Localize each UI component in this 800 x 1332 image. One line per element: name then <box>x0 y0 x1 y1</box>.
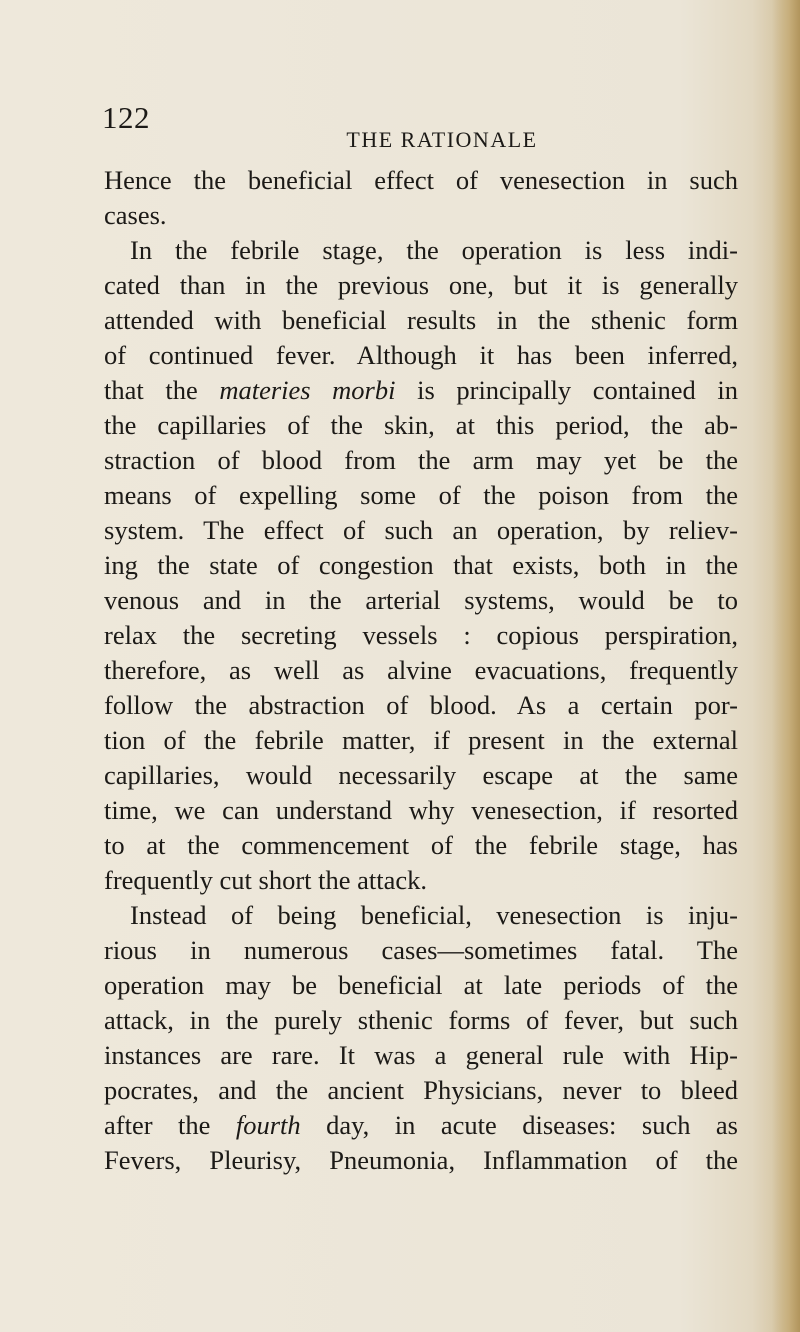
text-line: Instead of being beneficial, venesection is inju- <box>130 900 738 930</box>
page-edge-shadow <box>772 0 800 1332</box>
text-line: the capillaries of the skin, at this period, the ab- <box>104 410 738 440</box>
text-line: to at the commencement of the febrile stage, has <box>104 830 738 860</box>
text-line: time, we can understand why venesection, if resorted <box>104 795 738 825</box>
italic-word: fourth <box>235 1110 301 1140</box>
text-line: frequently cut short the attack. <box>104 865 428 895</box>
text-line: In the febrile stage, the operation is less indi- <box>130 235 738 265</box>
text-line: rious in numerous cases—sometimes fatal. The <box>104 935 738 965</box>
text-line: operation may be beneficial at late periods of the <box>104 970 738 1000</box>
text-line <box>104 1108 738 1143</box>
text-line: system. The effect of such an operation, by reliev- <box>104 515 738 545</box>
page-header <box>102 100 742 150</box>
page-number: 122 <box>102 100 150 135</box>
running-head: THE RATIONALE <box>346 127 538 152</box>
italic-phrase: materies morbi <box>219 375 396 405</box>
text-line: follow the abstraction of blood. As a certain por- <box>104 690 738 720</box>
text-segment: day, in acute diseases: such as <box>300 1110 738 1140</box>
text-segment: after the <box>104 1110 236 1140</box>
text-line <box>104 373 738 408</box>
text-line: instances are rare. It was a general rule with Hip- <box>104 1040 738 1070</box>
text-segment: that the <box>104 375 220 405</box>
text-line: of continued fever. Although it has been inferred, <box>104 340 738 370</box>
text-line: Fevers, Pleurisy, Pneumonia, Inflammation of the <box>104 1145 738 1175</box>
text-line: tion of the febrile matter, if present in the external <box>104 725 738 755</box>
text-line: capillaries, would necessarily escape at the same <box>104 760 738 790</box>
text-line: cated than in the previous one, but it is generally <box>104 270 738 300</box>
body-text <box>104 163 738 1178</box>
text-line: means of expelling some of the poison from the <box>104 480 738 510</box>
text-line: venous and in the arterial systems, would be to <box>104 585 738 615</box>
text-line: pocrates, and the ancient Physicians, never to bleed <box>104 1075 738 1105</box>
text-line: attended with beneficial results in the sthenic form <box>104 305 738 335</box>
text-line: cases. <box>104 200 167 230</box>
text-line: attack, in the purely sthenic forms of fever, but such <box>104 1005 738 1035</box>
text-segment: is principally contained in <box>395 375 738 405</box>
text-line: Hence the beneficial effect of venesection in such <box>104 165 738 195</box>
text-line: relax the secreting vessels : copious perspiration, <box>104 620 738 650</box>
text-line: therefore, as well as alvine evacuations, frequently <box>104 655 738 685</box>
text-line: ing the state of congestion that exists, both in the <box>104 550 738 580</box>
text-line: straction of blood from the arm may yet be the <box>104 445 738 475</box>
